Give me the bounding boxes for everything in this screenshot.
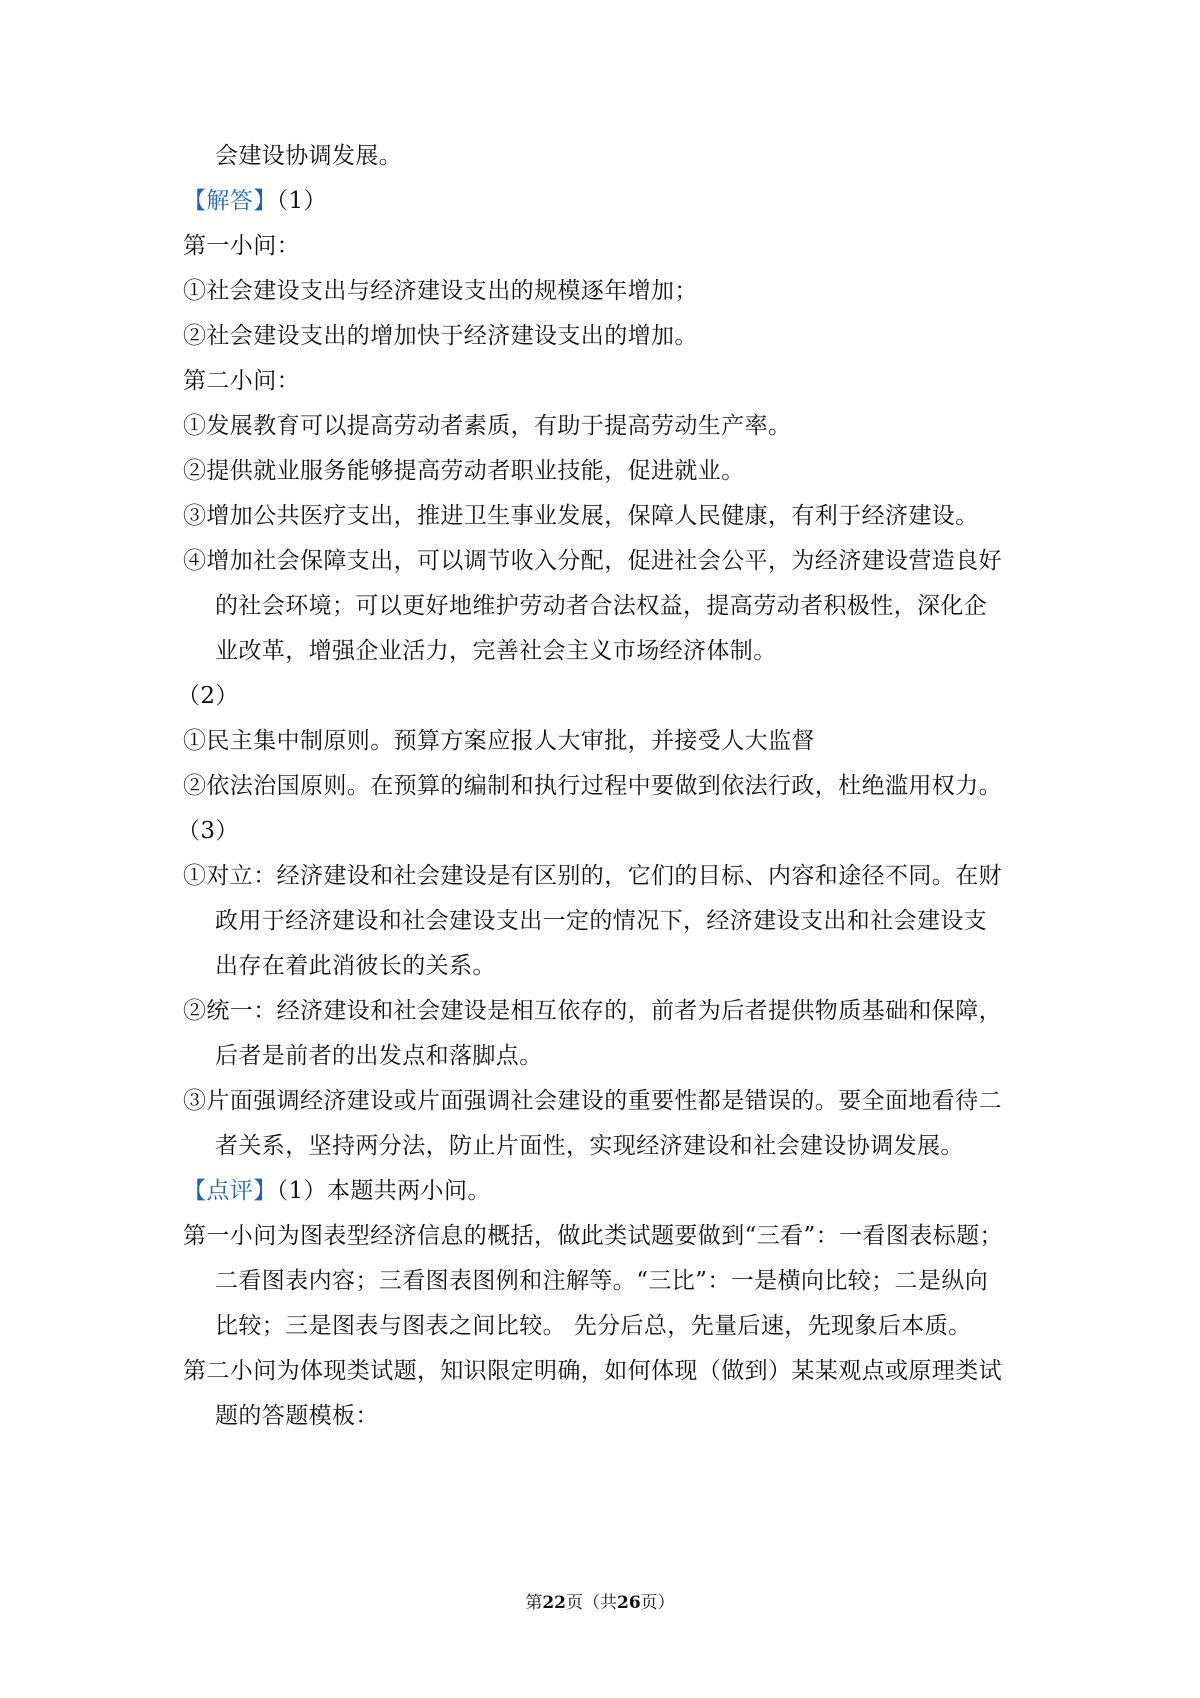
- part3-item1-line: ①对立：经济建设和社会建设是有区别的，它们的目标、内容和途径不同。在财: [183, 863, 1002, 889]
- footer-middle: 页（共: [566, 1593, 617, 1613]
- part3-item3-line: 者关系，坚持两分法，防止片面性，实现经济建设和社会建设协调发展。: [215, 1133, 964, 1159]
- part3-item1-line: 政用于经济建设和社会建设支出一定的情况下，经济建设支出和社会建设支: [215, 908, 988, 934]
- comment-heading: [183, 1176, 491, 1206]
- page-footer: [0, 1591, 1200, 1615]
- comment-p1-line: 二看图表内容；三看图表图例和注解等。“三比”：一是横向比较；二是纵向: [215, 1268, 989, 1294]
- part3-item2-line: ②统一：经济建设和社会建设是相互依存的，前者为后者提供物质基础和保障，: [183, 998, 1002, 1024]
- sub2-item4-line: ④增加社会保障支出，可以调节收入分配，促进社会公平，为经济建设营造良好: [183, 548, 1002, 574]
- sub1-item: ①社会建设支出与经济建设支出的规模逐年增加；: [183, 278, 698, 304]
- part3-item3-line: ③片面强调经济建设或片面强调社会建设的重要性都是错误的。要全面地看待二: [183, 1088, 1002, 1114]
- part3-label: （3）: [177, 818, 239, 844]
- current-page-number: 22: [542, 1593, 566, 1613]
- part3-item2-line: 后者是前者的出发点和落脚点。: [215, 1043, 543, 1069]
- answer-heading: [183, 186, 327, 216]
- part3-item1-line: 出存在着此消彼长的关系。: [215, 953, 496, 979]
- sub2-item4-line: 业改革，增强企业活力，完善社会主义市场经济体制。: [215, 638, 777, 664]
- sub2-title: 第二小问：: [183, 368, 300, 394]
- part2-item: ②依法治国原则。在预算的编制和执行过程中要做到依法行政，杜绝滥用权力。: [183, 773, 1002, 799]
- sub2-item: ①发展教育可以提高劳动者素质，有助于提高劳动生产率。: [183, 413, 792, 439]
- sub2-item: ③增加公共医疗支出，推进卫生事业发展，保障人民健康，有利于经济建设。: [183, 503, 979, 529]
- comment-p1-line: 第一小问为图表型经济信息的概括，做此类试题要做到“三看”：一看图表标题；: [183, 1223, 1003, 1249]
- comment-p1-line: 比较；三是图表与图表之间比较。 先分后总，先量后速，先现象后本质。: [215, 1313, 972, 1339]
- sub1-title: 第一小问：: [183, 233, 300, 259]
- answer-tag: 【解答】: [183, 188, 277, 214]
- comment-intro: （1）本题共两小问。: [276, 1178, 491, 1204]
- sub2-item4-line: 的社会环境；可以更好地维护劳动者合法权益，提高劳动者积极性，深化企: [215, 593, 988, 619]
- comment-p2-line: 题的答题模板：: [215, 1403, 379, 1429]
- answer-part1-label: （1）: [276, 188, 327, 214]
- sub1-item: ②社会建设支出的增加快于经济建设支出的增加。: [183, 323, 698, 349]
- part2-item: ①民主集中制原则。预算方案应报人大审批，并接受人大监督: [183, 728, 815, 754]
- part2-label: （2）: [177, 683, 239, 709]
- total-pages-number: 26: [617, 1593, 641, 1613]
- sub2-item: ②提供就业服务能够提高劳动者职业技能，促进就业。: [183, 458, 745, 484]
- continuation-line: 会建设协调发展。: [215, 143, 403, 169]
- comment-p2-line: 第二小问为体现类试题，知识限定明确，如何体现（做到）某某观点或原理类试: [183, 1358, 1002, 1384]
- footer-prefix: 第: [525, 1593, 543, 1613]
- comment-tag: 【点评】: [183, 1178, 277, 1204]
- footer-suffix: 页）: [640, 1593, 675, 1613]
